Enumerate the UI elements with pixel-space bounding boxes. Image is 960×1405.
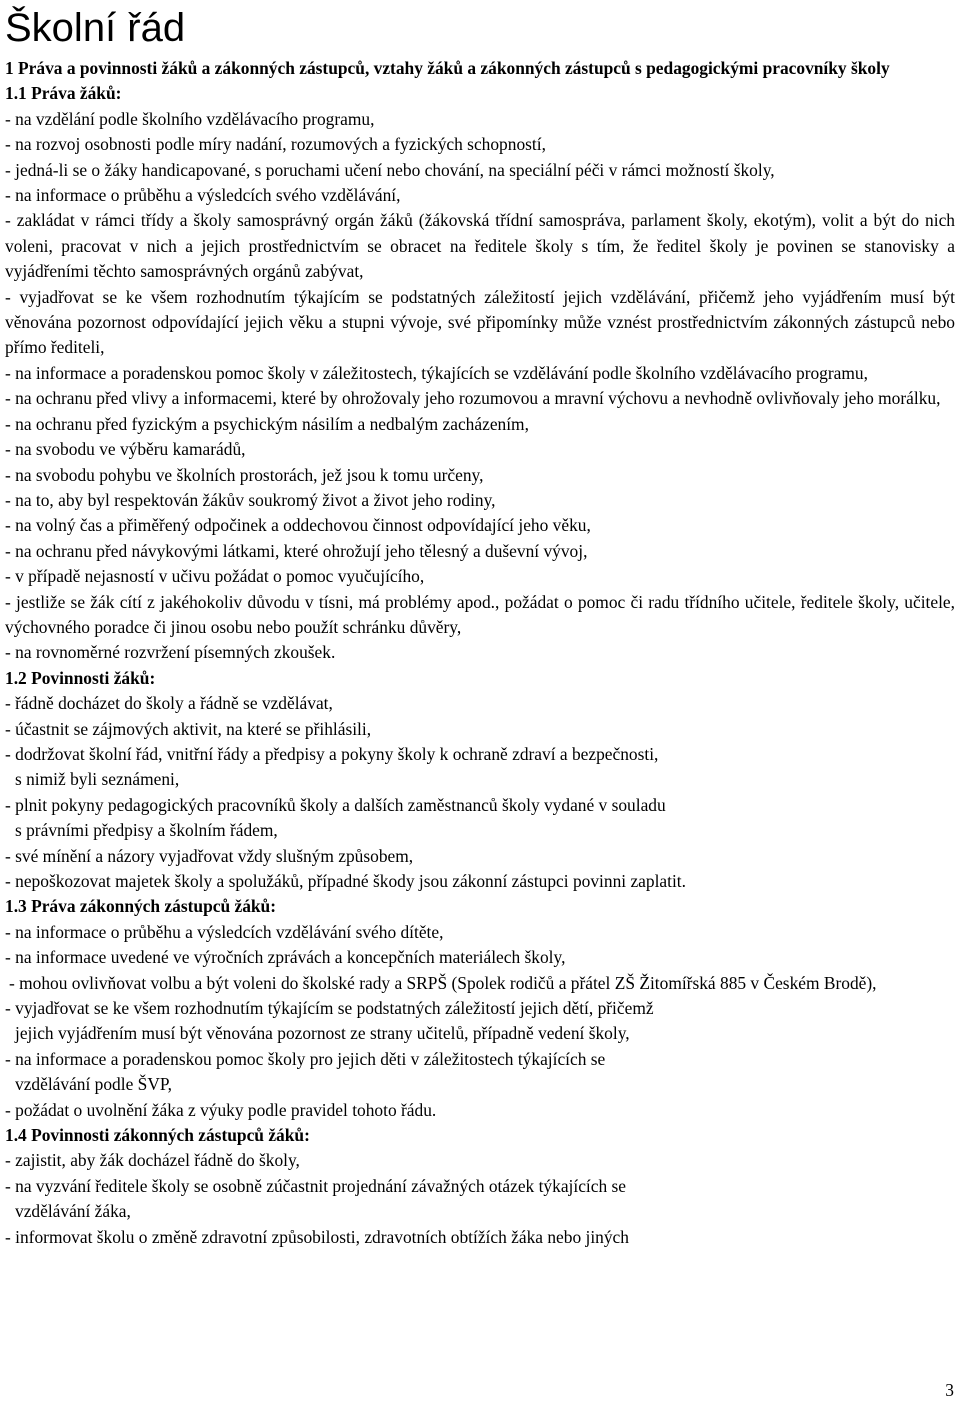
chapter-heading: 1 Práva a povinnosti žáků a zákonných zástupců, vztahy žáků a zákonných zástupců s pedagogickými pracovníky školy [5, 58, 890, 78]
section-heading: 1.3 Práva zákonných zástupců žáků: [5, 896, 277, 917]
list-item: - jedná-li se o žáky handicapované, s poruchami učení nebo chování, na speciální péči v rámci možností školy, [5, 159, 775, 180]
list-item: - informovat školu o změně zdravotní způsobilosti, zdravotních obtížích žáka nebo jiných [5, 1226, 629, 1247]
list-item: - na vyzvání ředitele školy se osobně zúčastnit projednání závažných otázek týkajících se [5, 1175, 626, 1196]
list-item: - na svobodu pohybu ve školních prostorách, jež jsou k tomu určeny, [5, 464, 484, 485]
section-heading: 1.4 Povinnosti zákonných zástupců žáků: [5, 1125, 310, 1146]
section-guardian-duties [5, 1123, 955, 1250]
list-item: - na ochranu před fyzickým a psychickým násilím a nedbalým zacházením, [5, 413, 529, 434]
list-item: - zakládat v rámci třídy a školy samosprávný orgán žáků (žákovská třídní samospráva, parlament školy, ekotým), volit a být do nich voleni, pracovat v nich a jejich prostřednictvím se obracet na ředitele školy s tím, že ředitel školy je povinen se stanovisky a vyjádřeními těchto samosprávných orgánů zabývat, [5, 210, 955, 282]
list-item: - na vzdělání podle školního vzdělávacího programu, [5, 108, 375, 129]
list-item: - na ochranu před návykovými látkami, které ohrožují jeho tělesný a duševní vývoj, [5, 540, 588, 561]
list-item: - na svobodu ve výběru kamarádů, [5, 439, 246, 460]
list-item: - zajistit, aby žák docházel řádně do školy, [5, 1150, 300, 1171]
list-item: - na to, aby byl respektován žákův soukromý život a život jeho rodiny, [5, 489, 496, 510]
list-item-continuation: vzdělávání podle ŠVP, [15, 1074, 172, 1095]
document-page [5, 4, 955, 1250]
list-item: - vyjadřovat se ke všem rozhodnutím týkajícím se podstatných záležitostí jejich vzdělávání, přičemž jeho vyjádřením musí být věnována pozornost odpovídající jejich věku a stupni vývoje, své připomínky může vznést prostřednictvím zákonných zástupců nebo přímo řediteli, [5, 286, 955, 358]
list-item-continuation: vzdělávání žáka, [15, 1201, 131, 1222]
section-heading: 1.1 Práva žáků: [5, 83, 122, 104]
list-item: - na ochranu před vlivy a informacemi, které by ohrožovaly jeho rozumovou a mravní výchovu a nevhodně ovlivňovaly jeho morálku, [5, 388, 941, 409]
list-item-continuation: s právními předpisy a školním řádem, [15, 820, 278, 841]
list-item: - jestliže se žák cítí z jakéhokoliv důvodu v tísni, má problémy apod., požádat o pomoc či radu třídního učitele, ředitele školy, učitele, výchovného poradce či jinou osobu nebo použít schránku důvěry, [5, 591, 955, 637]
list-item: - mohou ovlivňovat volbu a být voleni do školské rady a SRPŠ (Spolek rodičů a přátel ZŠ Žitomířská 885 v Českém Brodě), [9, 972, 877, 993]
list-item: - na informace a poradenskou pomoc školy pro jejich děti v záležitostech týkajících se [5, 1048, 606, 1069]
list-item: - na informace o průběhu a výsledcích vzdělávání svého dítěte, [5, 921, 444, 942]
list-item: - na informace a poradenskou pomoc školy v záležitostech, týkajících se vzdělávání podle školního vzdělávacího programu, [5, 362, 868, 383]
list-item: - nepoškozovat majetek školy a spolužáků, případné škody jsou zákonní zástupci povinni zaplatit. [5, 871, 686, 891]
list-item: - na rovnoměrné rozvržení písemných zkoušek. [5, 642, 336, 663]
list-item: - v případě nejasností v učivu požádat o pomoc vyučujícího, [5, 566, 425, 587]
page-number: 3 [945, 1380, 954, 1400]
list-item-continuation: jejich vyjádřením musí být věnována pozornost ze strany učitelů, případně vedení školy, [15, 1023, 630, 1044]
section-heading: 1.2 Povinnosti žáků: [5, 667, 156, 688]
section-student-duties [5, 666, 955, 895]
list-item: - na informace uvedené ve výročních zprávách a koncepčních materiálech školy, [5, 947, 566, 968]
list-item: - své mínění a názory vyjadřovat vždy slušným způsobem, [5, 845, 414, 866]
list-item: - účastnit se zájmových aktivit, na které se přihlásili, [5, 718, 372, 739]
document-title: Školní řád [5, 6, 186, 50]
list-item: - řádně docházet do školy a řádně se vzdělávat, [5, 693, 333, 714]
list-item: - na informace o průběhu a výsledcích svého vzdělávání, [5, 185, 401, 206]
list-item: - vyjadřovat se ke všem rozhodnutím týkajícím se podstatných záležitostí jejich dětí, přičemž [5, 998, 654, 1019]
list-item: - na rozvoj osobnosti podle míry nadání, rozumových a fyzických schopností, [5, 134, 546, 155]
list-item-continuation: s nimiž byli seznámeni, [15, 769, 180, 790]
list-item: - dodržovat školní řád, vnitřní řády a předpisy a pokyny školy k ochraně zdraví a bezpečnosti, [5, 743, 659, 764]
list-item: - požádat o uvolnění žáka z výuky podle pravidel tohoto řádu. [5, 1099, 437, 1120]
section-guardian-rights [5, 894, 955, 1123]
section-student-rights [5, 81, 955, 665]
list-item: - plnit pokyny pedagogických pracovníků školy a dalších zaměstnanců školy vydané v souladu [5, 794, 666, 815]
list-item: - na volný čas a přiměřený odpočinek a oddechovou činnost odpovídající jeho věku, [5, 515, 591, 536]
